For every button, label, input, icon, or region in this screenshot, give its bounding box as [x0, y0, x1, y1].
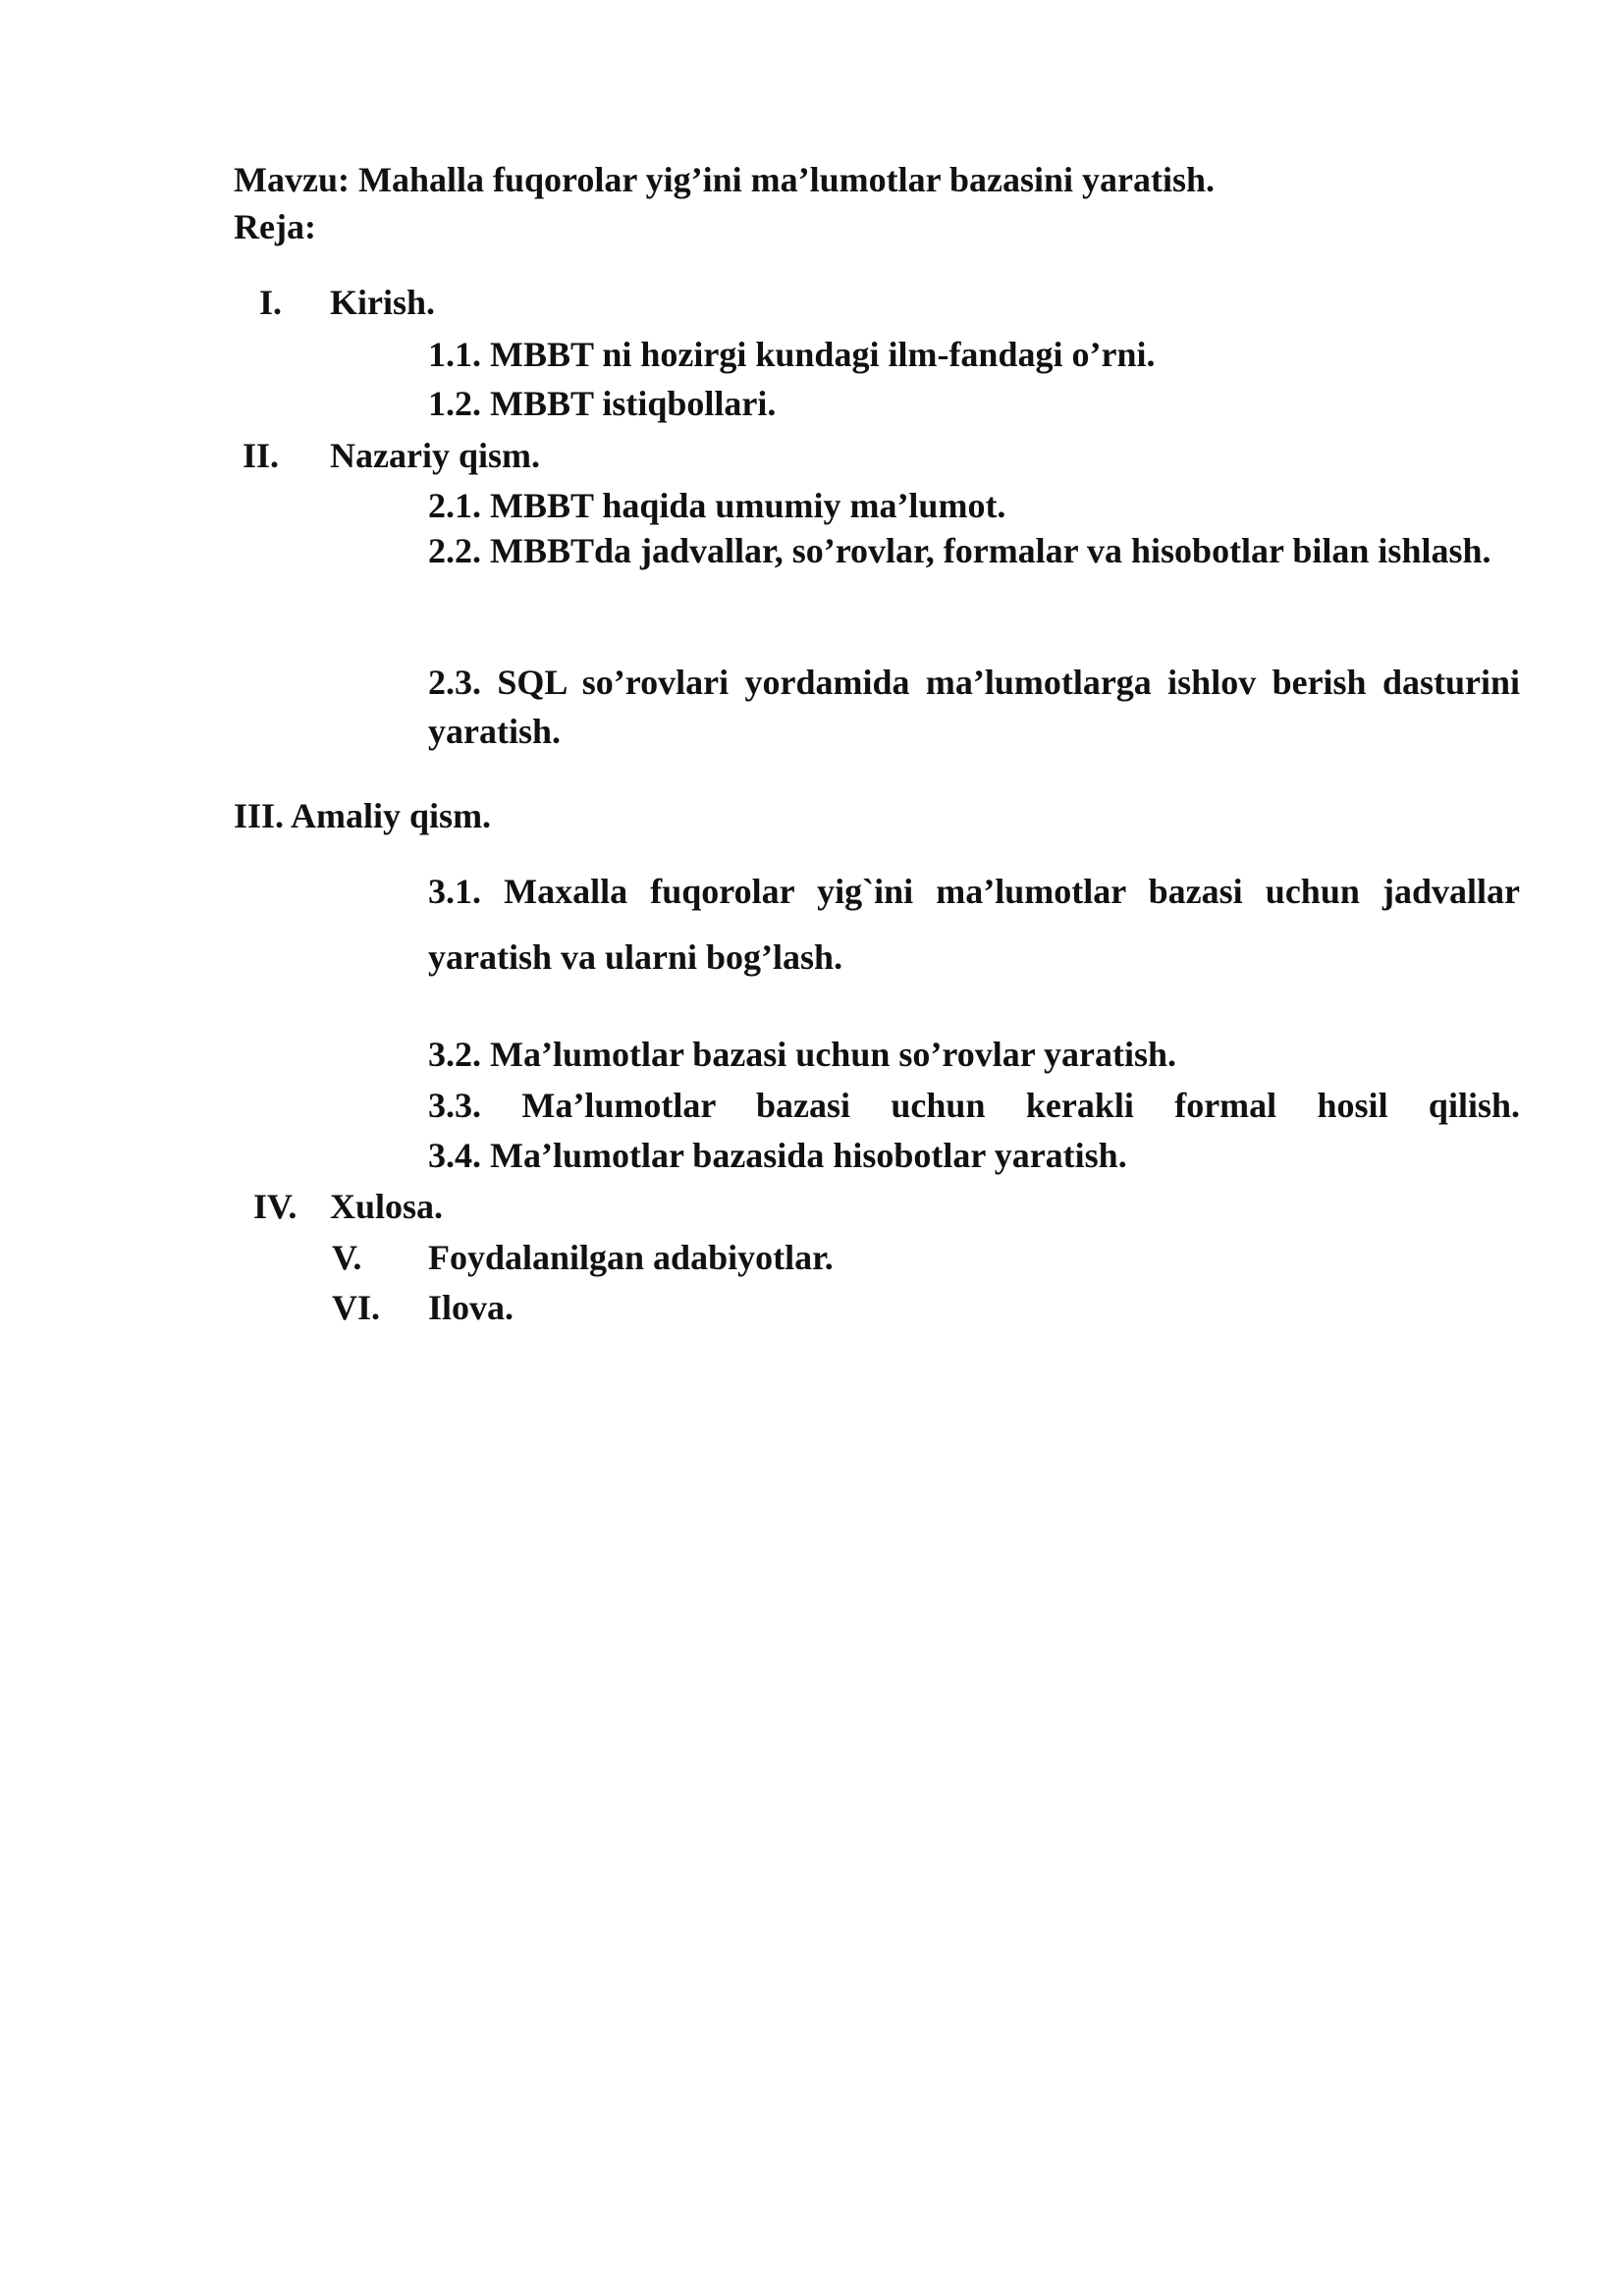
- section-heading: Amaliy qism.: [291, 796, 492, 835]
- section-number: II.: [243, 436, 280, 475]
- plan-item: 3.2. Ma’lumotlar bazasi uchun so’rovlar yaratish.: [428, 1035, 1177, 1074]
- plan-item: 3.3. Ma’lumotlar bazasi uchun kerakli formal hosil qilish.: [428, 1086, 1520, 1125]
- section-number: IV.: [253, 1187, 298, 1226]
- section-heading: Kirish.: [330, 283, 436, 322]
- section-number: VI.: [332, 1288, 381, 1327]
- section-number: I.: [259, 283, 283, 322]
- section-number: V.: [332, 1238, 362, 1277]
- plan-label: Reja:: [234, 207, 316, 246]
- section-heading: Xulosa.: [330, 1187, 444, 1226]
- plan-item: 3.4. Ma’lumotlar bazasida hisobotlar yaratish.: [428, 1136, 1127, 1175]
- section-heading-amaliy: [234, 798, 491, 833]
- section-heading: Foydalanilgan adabiyotlar.: [428, 1238, 834, 1277]
- plan-item: 2.2. MBBTda jadvallar, so’rovlar, formalar va hisobotlar bilan ishlash.: [428, 531, 1491, 570]
- plan-item: 1.2. MBBT istiqbollari.: [428, 384, 777, 423]
- section-heading: Nazariy qism.: [330, 436, 540, 475]
- plan-item: 2.3. SQL so’rovlari yordamida ma’lumotlarga ishlov berish dasturini yaratish.: [428, 663, 1520, 751]
- plan-item: 3.1. Maxalla fuqorolar yig`ini ma’lumotlar bazasi uchun jadvallar yaratish va ularni bog’lash.: [428, 872, 1520, 977]
- plan-item: 2.1. MBBT haqida umumiy ma’lumot.: [428, 486, 1006, 525]
- plan-item: 1.1. MBBT ni hozirgi kundagi ilm-fandagi o’rni.: [428, 335, 1156, 374]
- section-number: III.: [234, 796, 285, 835]
- document-title: Mavzu: Mahalla fuqorolar yig’ini ma’lumotlar bazasini yaratish.: [234, 160, 1216, 199]
- section-heading: Ilova.: [428, 1288, 514, 1327]
